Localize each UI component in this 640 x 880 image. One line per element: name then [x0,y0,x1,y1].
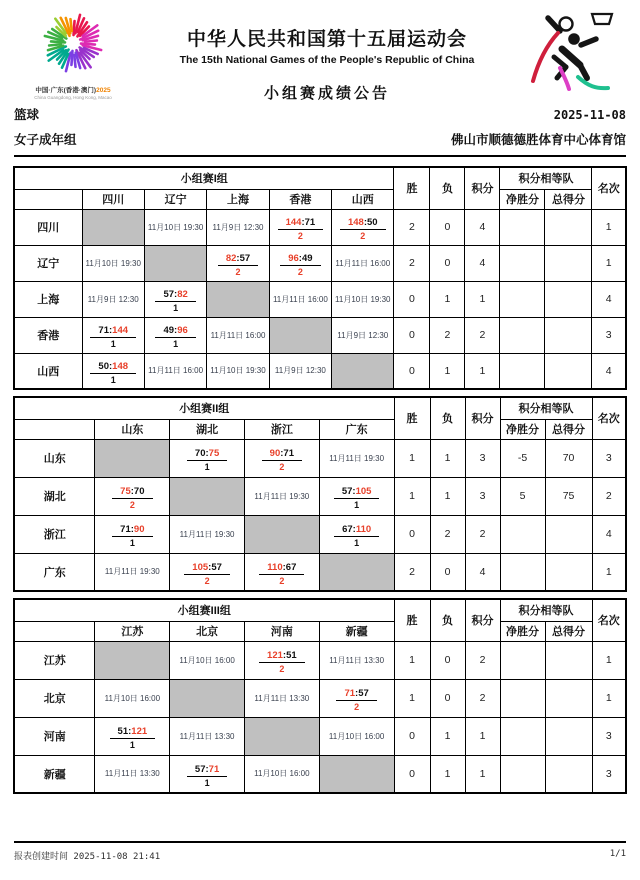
match-schedule-cell: 11月9日 12:30 [207,209,269,245]
diagonal-cell [82,209,144,245]
rank-cell: 1 [592,245,626,281]
total-points-header: 总得分 [545,621,592,641]
match-score-cell: 110:67 2 [244,553,319,591]
tie-group-header: 积分相等队 [500,397,592,419]
rank-cell: 4 [592,281,626,317]
match-schedule-cell: 11月10日 19:30 [207,353,269,389]
wins-cell: 1 [394,679,430,717]
match-score-cell: 49:96 1 [144,317,206,353]
match-score-cell: 96:49 2 [269,245,331,281]
rank-header: 名次 [592,397,626,439]
wins-cell: 2 [394,245,430,281]
total-points-cell [545,641,592,679]
net-points-cell [500,553,545,591]
points-cell: 4 [465,209,500,245]
title-block [132,8,522,103]
page-title-english: The 15th National Games of the People's Republic of China [179,54,475,66]
total-points-cell [545,353,592,389]
match-schedule-cell: 11月11日 13:30 [319,641,394,679]
team-row-header: 新疆 [14,755,95,793]
match-score-cell: 67:110 1 [319,515,394,553]
group-tables-container [0,166,640,794]
points-cell: 2 [465,317,500,353]
group-table-1 [13,166,627,390]
page-number: 1/1 [609,849,626,859]
match-schedule-cell: 11月11日 13:30 [170,717,245,755]
points-cell: 2 [465,641,500,679]
match-score-cell: 57:71 1 [170,755,245,793]
losses-cell: 1 [430,755,465,793]
team-column-header: 香港 [269,189,331,209]
match-score-cell: 148:50 2 [332,209,394,245]
group-title: 小组赛III组 [14,599,394,621]
points-header: 积分 [465,599,500,641]
net-points-cell [500,641,545,679]
total-points-cell: 70 [545,439,592,477]
diagonal-cell [244,515,319,553]
net-points-header: 净胜分 [500,621,545,641]
wins-cell: 1 [394,439,430,477]
tie-group-header: 积分相等队 [500,167,592,189]
group-title: 小组赛I组 [14,167,394,189]
net-points-cell [500,717,545,755]
rank-cell: 1 [592,209,626,245]
losses-header: 负 [430,397,465,439]
basketball-pictogram [522,8,626,101]
total-points-cell [545,515,592,553]
team-row-header: 湖北 [14,477,95,515]
match-schedule-cell: 11月10日 16:00 [95,679,170,717]
points-header: 积分 [465,167,500,209]
team-row-header: 浙江 [14,515,95,553]
sport-label: 篮球 [14,108,40,122]
total-points-header: 总得分 [545,419,592,439]
national-games-emblem [14,8,132,100]
wins-header: 胜 [394,397,430,439]
corner-cell [14,189,82,209]
team-row-header: 江苏 [14,641,95,679]
net-points-header: 净胜分 [500,419,545,439]
losses-cell: 1 [430,439,465,477]
team-row-header: 香港 [14,317,82,353]
points-cell: 2 [465,515,500,553]
match-score-cell: 144:71 2 [269,209,331,245]
total-points-cell [545,317,592,353]
diagonal-cell [170,477,245,515]
match-score-cell: 70:75 1 [170,439,245,477]
diagonal-cell [244,717,319,755]
points-cell: 1 [465,353,500,389]
team-column-header: 江苏 [95,621,170,641]
total-points-header: 总得分 [545,189,592,209]
basketball-player-icon [528,8,620,96]
losses-cell: 0 [430,679,465,717]
team-row-header: 上海 [14,281,82,317]
points-header: 积分 [465,397,500,439]
total-points-cell [545,553,592,591]
match-schedule-cell: 11月11日 13:30 [244,679,319,717]
wins-cell: 0 [394,717,430,755]
total-points-cell [545,245,592,281]
team-row-header: 广东 [14,553,95,591]
wins-header: 胜 [394,599,430,641]
match-score-cell: 90:71 2 [244,439,319,477]
group-table-3 [13,598,627,794]
rank-cell: 3 [592,717,626,755]
rank-cell: 1 [592,679,626,717]
diagonal-cell [319,553,394,591]
header-divider [14,155,626,157]
rank-header: 名次 [592,599,626,641]
match-schedule-cell: 11月10日 19:30 [144,209,206,245]
match-schedule-cell: 11月11日 19:30 [319,439,394,477]
wins-cell: 0 [394,317,430,353]
rank-cell: 3 [592,317,626,353]
points-cell: 3 [465,477,500,515]
points-cell: 1 [465,717,500,755]
page-footer [14,841,626,862]
wins-cell: 0 [394,515,430,553]
diagonal-cell [269,317,331,353]
net-points-cell [500,209,545,245]
team-row-header: 北京 [14,679,95,717]
team-row-header: 河南 [14,717,95,755]
team-column-header: 山西 [332,189,394,209]
team-row-header: 山东 [14,439,95,477]
rank-cell: 2 [592,477,626,515]
total-points-cell: 75 [545,477,592,515]
points-cell: 3 [465,439,500,477]
competition-group-label: 女子成年组 [14,133,77,147]
net-points-cell [500,281,545,317]
match-schedule-cell: 11月10日 16:00 [319,717,394,755]
diagonal-cell [170,679,245,717]
wins-cell: 0 [394,353,430,389]
net-points-cell [500,353,545,389]
team-row-header: 四川 [14,209,82,245]
match-score-cell: 105:57 2 [170,553,245,591]
net-points-header: 净胜分 [500,189,545,209]
team-column-header: 四川 [82,189,144,209]
match-score-cell: 50:148 1 [82,353,144,389]
team-column-header: 北京 [170,621,245,641]
diagonal-cell [144,245,206,281]
wins-cell: 1 [394,477,430,515]
team-column-header: 山东 [95,419,170,439]
emblem-caption: 中国·广东(香港·澳门)2025 [35,87,111,94]
losses-cell: 0 [430,245,465,281]
points-cell: 1 [465,755,500,793]
losses-header: 负 [430,599,465,641]
match-schedule-cell: 11月11日 13:30 [95,755,170,793]
net-points-cell: 5 [500,477,545,515]
document-header [0,0,640,103]
total-points-cell [545,281,592,317]
match-schedule-cell: 11月9日 12:30 [82,281,144,317]
match-schedule-cell: 11月11日 16:00 [269,281,331,317]
report-date: 2025-11-08 [553,108,626,122]
losses-cell: 1 [430,281,465,317]
team-column-header: 广东 [319,419,394,439]
match-score-cell: 51:121 1 [95,717,170,755]
wins-cell: 2 [394,209,430,245]
losses-cell: 2 [430,515,465,553]
bulletin-subtitle: 小组赛成绩公告 [263,85,390,102]
match-schedule-cell: 11月9日 12:30 [332,317,394,353]
tie-group-header: 积分相等队 [500,599,592,621]
net-points-cell [500,317,545,353]
losses-cell: 1 [430,477,465,515]
match-score-cell: 71:57 2 [319,679,394,717]
games-emblem-burst-icon [34,8,112,82]
match-score-cell: 71:90 1 [95,515,170,553]
total-points-cell [545,717,592,755]
match-schedule-cell: 11月11日 19:30 [95,553,170,591]
wins-cell: 2 [394,553,430,591]
wins-cell: 0 [394,755,430,793]
group-table-2 [13,396,627,592]
emblem-caption-en: China Guangdong, Hong Kong, Macao [34,94,112,100]
diagonal-cell [319,755,394,793]
team-column-header: 辽宁 [144,189,206,209]
total-points-cell [545,679,592,717]
losses-cell: 1 [430,353,465,389]
losses-cell: 0 [430,553,465,591]
wins-cell: 1 [394,641,430,679]
rank-cell: 4 [592,515,626,553]
match-schedule-cell: 11月11日 19:30 [244,477,319,515]
report-created-time: 报表创建时间 2025-11-08 21:41 [14,852,161,862]
losses-cell: 0 [430,209,465,245]
points-cell: 1 [465,281,500,317]
match-score-cell: 82:57 2 [207,245,269,281]
team-column-header: 新疆 [319,621,394,641]
venue-label: 佛山市顺德德胜体育中心体育馆 [450,133,626,147]
losses-cell: 0 [430,641,465,679]
rank-header: 名次 [592,167,626,209]
diagonal-cell [95,641,170,679]
net-points-cell [500,755,545,793]
match-schedule-cell: 11月11日 16:00 [332,245,394,281]
match-schedule-cell: 11月10日 16:00 [170,641,245,679]
losses-cell: 2 [430,317,465,353]
match-score-cell: 71:144 1 [82,317,144,353]
match-score-cell: 75:70 2 [95,477,170,515]
team-column-header: 上海 [207,189,269,209]
net-points-cell: -5 [500,439,545,477]
wins-cell: 0 [394,281,430,317]
diagonal-cell [207,281,269,317]
rank-cell: 1 [592,641,626,679]
total-points-cell [545,209,592,245]
match-score-cell: 57:105 1 [319,477,394,515]
group-title: 小组赛II组 [14,397,394,419]
rank-cell: 4 [592,353,626,389]
match-schedule-cell: 11月10日 16:00 [244,755,319,793]
diagonal-cell [332,353,394,389]
net-points-cell [500,515,545,553]
match-schedule-cell: 11月11日 19:30 [170,515,245,553]
rank-cell: 3 [592,439,626,477]
page-title: 中华人民共和国第十五届运动会 [186,29,467,50]
team-column-header: 河南 [244,621,319,641]
team-row-header: 辽宁 [14,245,82,281]
points-cell: 4 [465,245,500,281]
wins-header: 胜 [394,167,430,209]
match-schedule-cell: 11月11日 16:00 [207,317,269,353]
total-points-cell [545,755,592,793]
rank-cell: 3 [592,755,626,793]
match-schedule-cell: 11月9日 12:30 [269,353,331,389]
match-schedule-cell: 11月11日 16:00 [144,353,206,389]
match-score-cell: 121:51 2 [244,641,319,679]
match-schedule-cell: 11月10日 19:30 [82,245,144,281]
match-schedule-cell: 11月10日 19:30 [332,281,394,317]
net-points-cell [500,245,545,281]
team-column-header: 浙江 [244,419,319,439]
corner-cell [14,621,95,641]
losses-header: 负 [430,167,465,209]
match-score-cell: 57:82 1 [144,281,206,317]
rank-cell: 1 [592,553,626,591]
diagonal-cell [95,439,170,477]
losses-cell: 1 [430,717,465,755]
team-row-header: 山西 [14,353,82,389]
meta-info [0,105,640,148]
team-column-header: 湖北 [170,419,245,439]
net-points-cell [500,679,545,717]
corner-cell [14,419,95,439]
points-cell: 4 [465,553,500,591]
points-cell: 2 [465,679,500,717]
